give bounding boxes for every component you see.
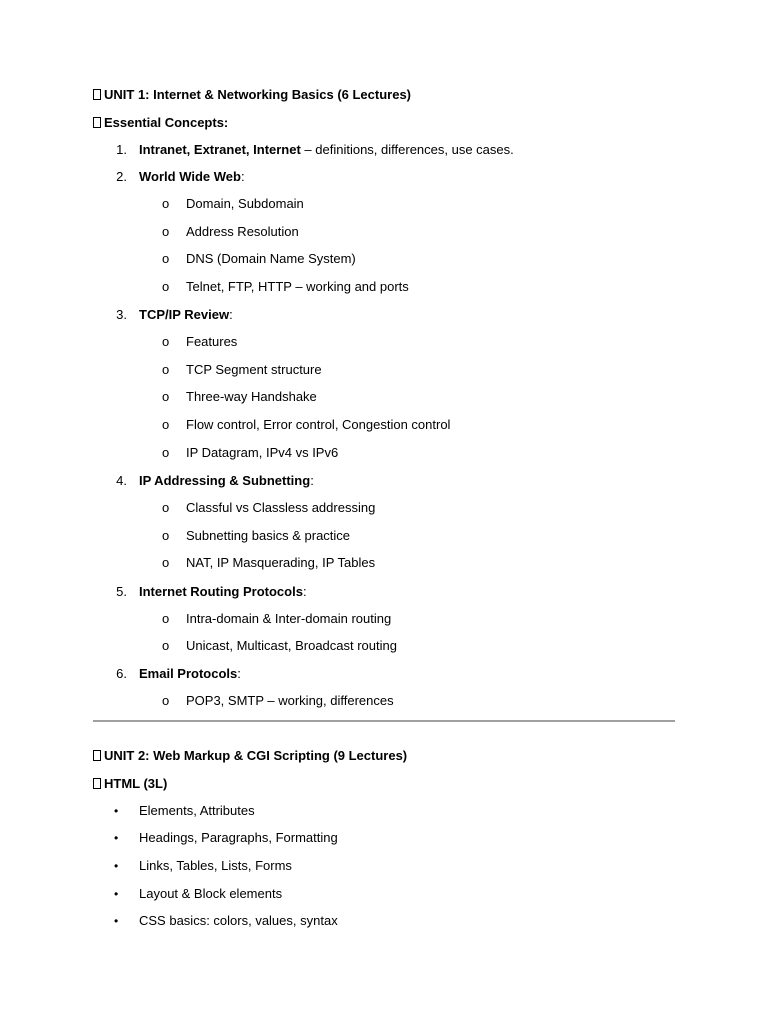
list-number: 1.	[116, 142, 127, 157]
sub-bullet-marker: o	[162, 224, 170, 239]
bullet-marker: •	[114, 831, 119, 845]
sub-list-item	[0, 250, 768, 268]
sub-list-item	[0, 610, 768, 628]
sub-list-item	[0, 333, 768, 351]
sub-item-text: Three-way Handshake	[186, 389, 317, 404]
bullet-marker: •	[114, 859, 119, 873]
unit2-section-heading	[93, 775, 167, 793]
missing-glyph-icon	[93, 778, 101, 789]
sub-list-item	[0, 416, 768, 434]
sub-item-text: Unicast, Multicast, Broadcast routing	[186, 638, 397, 653]
bullet-marker: •	[114, 804, 119, 818]
sub-bullet-marker: o	[162, 389, 170, 404]
sub-item-text: Domain, Subdomain	[186, 196, 304, 211]
sub-bullet-marker: o	[162, 362, 170, 377]
list-item	[0, 141, 768, 159]
sub-item-text: DNS (Domain Name System)	[186, 251, 356, 266]
list-item-text	[139, 583, 307, 601]
sub-list-item	[0, 388, 768, 406]
bullet-item	[0, 912, 768, 930]
item-title: World Wide Web	[139, 169, 241, 184]
sub-bullet-marker: o	[162, 445, 170, 460]
list-item-text	[139, 472, 314, 490]
sub-list-item	[0, 527, 768, 545]
sub-bullet-marker: o	[162, 611, 170, 626]
missing-glyph-icon	[93, 117, 101, 128]
sub-bullet-marker: o	[162, 555, 170, 570]
bullet-text: Links, Tables, Lists, Forms	[139, 858, 292, 873]
sub-bullet-marker: o	[162, 279, 170, 294]
list-number: 5.	[116, 584, 127, 599]
sub-item-text: POP3, SMTP – working, differences	[186, 693, 394, 708]
sub-item-text: IP Datagram, IPv4 vs IPv6	[186, 445, 339, 460]
item-description: – definitions, differences, use cases.	[300, 142, 514, 157]
bullet-text: Headings, Paragraphs, Formatting	[139, 830, 338, 845]
sub-bullet-marker: o	[162, 500, 170, 515]
item-description: :	[229, 307, 233, 322]
sub-bullet-marker: o	[162, 693, 170, 708]
list-number: 2.	[116, 169, 127, 184]
unit1-section-title: Essential Concepts:	[104, 115, 229, 130]
sub-list-item	[0, 499, 768, 517]
item-description: :	[240, 169, 245, 184]
unit2-title: UNIT 2: Web Markup & CGI Scripting (9 Lectures)	[104, 748, 408, 763]
sub-list-item	[0, 637, 768, 655]
bullet-item	[0, 802, 768, 820]
sub-list-item	[0, 444, 768, 462]
missing-glyph-icon	[93, 89, 101, 100]
sub-list-item	[0, 554, 768, 572]
horizontal-divider	[93, 720, 675, 722]
sub-item-text: Subnetting basics & practice	[186, 528, 351, 543]
item-title: Email Protocols	[139, 666, 238, 681]
list-item-text	[139, 168, 245, 186]
list-number: 3.	[116, 307, 127, 322]
unit2-section-title: HTML (3L)	[104, 776, 168, 791]
list-item	[0, 665, 768, 683]
sub-bullet-marker: o	[162, 251, 170, 266]
sub-bullet-marker: o	[162, 528, 170, 543]
list-item-text	[139, 665, 241, 683]
sub-bullet-marker: o	[162, 638, 170, 653]
unit1-heading	[93, 86, 411, 104]
sub-list-item	[0, 361, 768, 379]
sub-item-text: NAT, IP Masquerading, IP Tables	[186, 555, 376, 570]
item-title: IP Addressing & Subnetting	[139, 473, 311, 488]
sub-list-item	[0, 195, 768, 213]
list-item-text	[139, 306, 233, 324]
list-item	[0, 472, 768, 490]
item-description: :	[237, 666, 241, 681]
unit2-heading	[93, 747, 407, 765]
list-number: 6.	[116, 666, 127, 681]
sub-item-text: Features	[186, 334, 238, 349]
bullet-item	[0, 885, 768, 903]
sub-list-item	[0, 223, 768, 241]
item-description: :	[310, 473, 314, 488]
sub-item-text: Telnet, FTP, HTTP – working and ports	[186, 279, 409, 294]
sub-bullet-marker: o	[162, 417, 170, 432]
item-title: Internet Routing Protocols	[139, 584, 303, 599]
sub-item-text: TCP Segment structure	[186, 362, 322, 377]
bullet-item	[0, 857, 768, 875]
bullet-marker: •	[114, 887, 119, 901]
sub-bullet-marker: o	[162, 334, 170, 349]
sub-list-item	[0, 278, 768, 296]
missing-glyph-icon	[93, 750, 101, 761]
unit1-section-heading	[93, 114, 228, 132]
bullet-text: Elements, Attributes	[139, 803, 255, 818]
list-item	[0, 306, 768, 324]
list-number: 4.	[116, 473, 127, 488]
list-item	[0, 583, 768, 601]
sub-bullet-marker: o	[162, 196, 170, 211]
sub-item-text: Address Resolution	[186, 224, 299, 239]
item-description: :	[302, 584, 307, 599]
sub-item-text: Intra-domain & Inter-domain routing	[186, 611, 392, 626]
bullet-item	[0, 829, 768, 847]
item-title: Intranet, Extranet, Internet	[139, 142, 301, 157]
item-title: TCP/IP Review	[139, 307, 230, 322]
sub-item-text: Flow control, Error control, Congestion control	[186, 417, 451, 432]
bullet-text: Layout & Block elements	[139, 886, 283, 901]
sub-list-item	[0, 692, 768, 710]
unit1-title: UNIT 1: Internet & Networking Basics (6 Lectures)	[104, 87, 412, 102]
bullet-text: CSS basics: colors, values, syntax	[139, 913, 338, 928]
list-item-text	[139, 141, 514, 159]
bullet-marker: •	[114, 914, 119, 928]
list-item	[0, 168, 768, 186]
sub-item-text: Classful vs Classless addressing	[186, 500, 376, 515]
